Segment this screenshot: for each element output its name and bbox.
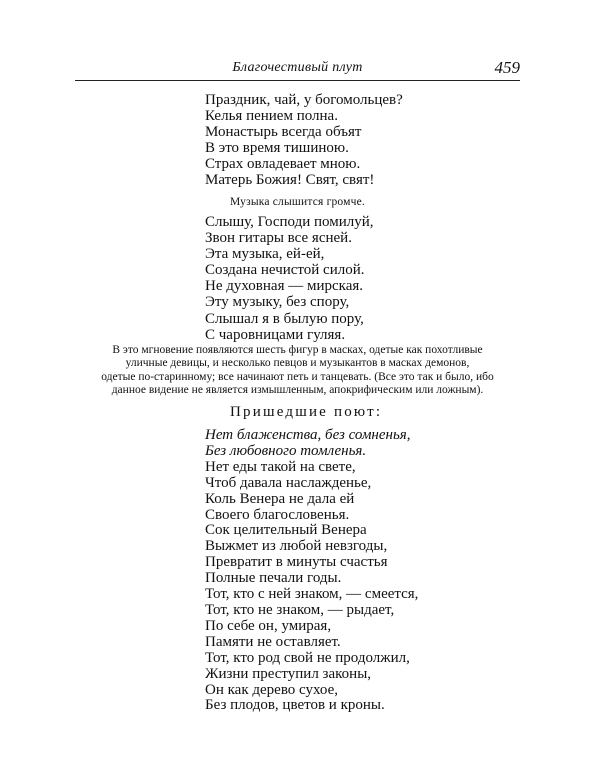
verse-line: Тот, кто не знаком, — рыдает, (205, 601, 395, 618)
page-header (75, 58, 520, 80)
verse-line: Матерь Божия! Свят, свят! (205, 172, 375, 189)
verse-line: Коль Венера не дала ей (205, 490, 355, 507)
verse-line: Полные печали годы. (205, 570, 342, 587)
stage-direction-line: уличные девицы, и несколько певцов и музыкантов в масках демонов, (125, 357, 470, 370)
verse-line: Монастырь всегда объят (205, 124, 362, 141)
stanza-3-song (205, 428, 418, 714)
verse-line: Праздник, чай, у богомольцев? (205, 92, 403, 108)
stage-direction-line: В это мгновение появляются шесть фигур в масках, одетые как похотливые (112, 344, 483, 356)
verse-line: Своего благословенья. (205, 506, 350, 523)
verse-line: Жизни преступил законы, (205, 665, 372, 682)
verse-line: С чаровницами гуляя. (205, 326, 346, 343)
verse-line: Не духовная — мирская. (205, 278, 364, 295)
verse-line: Тот, кто с ней знаком, — смеется, (205, 586, 419, 603)
verse-line: Выжмет из любой невзгоды, (205, 538, 388, 555)
stage-direction-music: Музыка слышится громче. (230, 196, 366, 208)
stage-direction-line: одетые по-старинному; все начинают петь и танцевать. (Все это так и было, ибо (101, 370, 494, 383)
verse-line: Страх овладевает мною. (205, 156, 361, 173)
verse-line: Нет еды такой на свете, (205, 458, 356, 475)
verse-line: Тот, кто род свой не продолжил, (205, 649, 410, 666)
verse-line: Эта музыка, ей-ей, (205, 246, 325, 263)
verse-line: Нет блаженства, без сомненья, (205, 427, 411, 443)
verse-line: Создана нечистой силой. (205, 262, 365, 279)
running-title: Благочестивый плут (232, 60, 363, 75)
stanza-1 (205, 92, 403, 189)
speaker-heading: Пришедшие поют: (230, 404, 383, 420)
verse-line: Сок целительный Венера (205, 522, 367, 539)
page-number: 459 (494, 58, 520, 77)
stage-direction-masks (75, 344, 520, 397)
verse-line: Эту музыку, без спору, (205, 294, 350, 311)
verse-line: Без плодов, цветов и кроны. (205, 697, 385, 714)
verse-line: Превратит в минуты счастья (205, 554, 388, 571)
verse-line: Он как дерево сухое, (205, 681, 339, 698)
verse-line: Келья пением полна. (205, 108, 338, 125)
verse-line: Памяти не оставляет. (205, 633, 341, 650)
verse-line: В это время тишиною. (205, 140, 349, 157)
header-rule (75, 80, 520, 81)
stanza-2 (205, 214, 374, 343)
verse-line: По себе он, умирая, (205, 617, 332, 634)
stage-direction-line: данное видение не является измышленным, апокрифическим или ложным). (111, 383, 484, 396)
verse-line: Звон гитары все ясней. (205, 230, 352, 247)
verse-line: Без любовного томленья. (205, 442, 367, 459)
verse-line: Слышал я в былую пору, (205, 310, 364, 327)
verse-line: Чтоб давала наслажденье, (205, 474, 372, 491)
verse-line: Слышу, Господи помилуй, (205, 214, 374, 230)
